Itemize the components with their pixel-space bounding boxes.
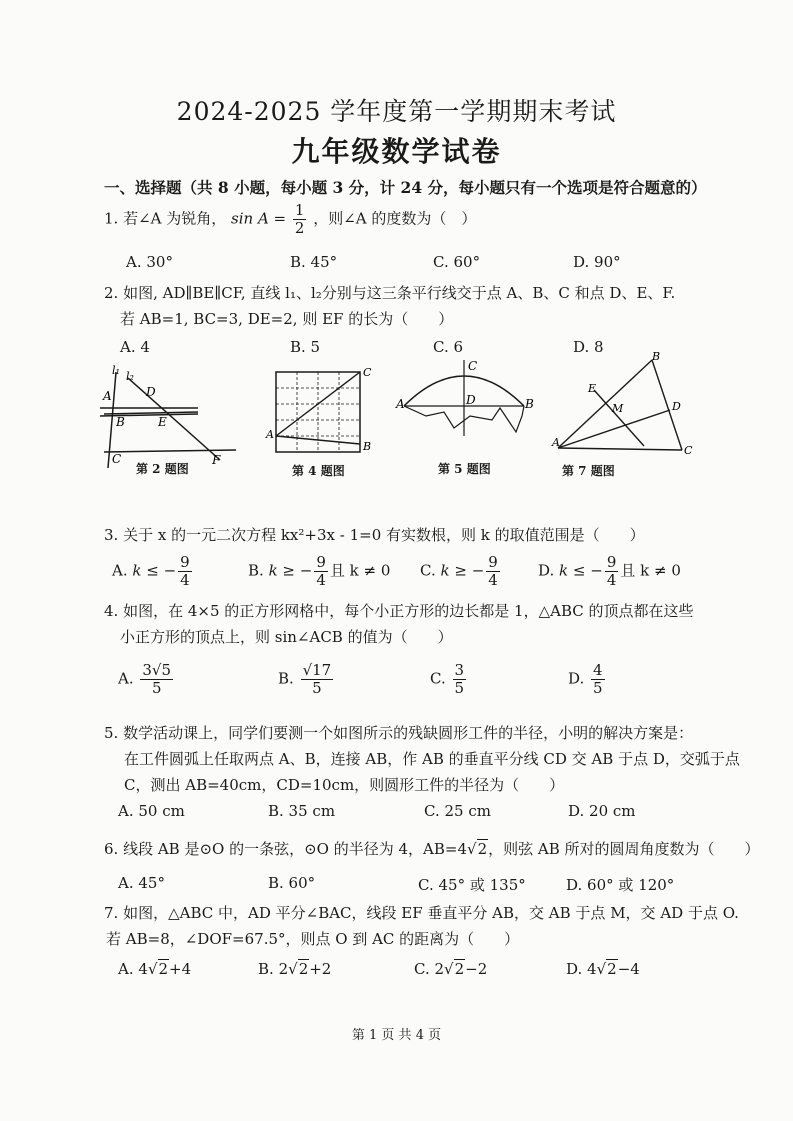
exam-subtitle: 九年级数学试卷 bbox=[291, 135, 502, 168]
q7-option-b: B. 2√2+2 bbox=[258, 960, 332, 978]
svg-text:C: C bbox=[684, 444, 693, 457]
svg-text:D: D bbox=[146, 385, 156, 399]
svg-text:l₂: l₂ bbox=[126, 370, 134, 383]
svg-text:C: C bbox=[112, 452, 122, 466]
question-5-line-2: 在工件圆弧上任取两点 A、B，连接 AB，作 AB 的垂直平分线 CD 交 AB 于点 D，交弧于点 bbox=[124, 750, 740, 768]
svg-text:l₁: l₁ bbox=[112, 364, 120, 377]
q5-option-c: C. 25 cm bbox=[424, 802, 491, 820]
figure-q5-broken-circle bbox=[396, 356, 532, 456]
q6-option-c: C. 45° 或 135° bbox=[418, 876, 526, 894]
q3-option-a: A. k ≤ − $\frac{9}{4}$ bbox=[112, 553, 190, 589]
q1-option-b: B. 45° bbox=[290, 253, 338, 271]
q6-option-b: B. 60° bbox=[268, 874, 316, 892]
svg-text:F: F bbox=[212, 453, 221, 467]
q7-option-a: A. 4√2+4 bbox=[118, 960, 192, 978]
question-2-line-2: 若 AB=1, BC=3, DE=2, 则 EF 的长为（ ） bbox=[120, 310, 454, 328]
svg-text:A: A bbox=[266, 428, 274, 441]
question-2-line-1: 2. 如图, AD∥BE∥CF, 直线 l₁、l₂分别与这三条平行线交于点 A、B、C 和点 D、E、F. bbox=[104, 284, 676, 302]
svg-text:B: B bbox=[525, 397, 534, 411]
q5-option-a: A. 50 cm bbox=[118, 802, 185, 820]
svg-text:A: A bbox=[103, 389, 112, 403]
svg-text:B: B bbox=[363, 440, 372, 453]
page-footer: 第 1 页 共 4 页 bbox=[351, 1028, 442, 1043]
question-6: 6. 线段 AB 是⊙O 的一条弦，⊙O 的半径为 4，AB=4√2，则弦 AB 所对的圆周角度数为（ ） bbox=[104, 840, 760, 858]
section-1-heading: 一、选择题（共 8 小题，每小题 3 分，计 24 分，每小题只有一个选项是符合题意的） bbox=[104, 178, 707, 197]
svg-text:A: A bbox=[552, 436, 560, 449]
q2-option-b: B. 5 bbox=[290, 338, 321, 356]
q5-option-b: B. 35 cm bbox=[268, 802, 336, 820]
q3-option-d: D. k ≤ − $\frac{9}{4}$ 且 k ≠ 0 bbox=[538, 553, 681, 589]
caption-figure-2: 第 2 题图 bbox=[136, 462, 189, 476]
q1-option-a: A. 30° bbox=[126, 253, 173, 271]
question-3: 3. 关于 x 的一元二次方程 kx²+3x - 1=0 有实数根，则 k 的取值范围是（ ） bbox=[104, 526, 645, 544]
q7-option-c: C. 2√2−2 bbox=[414, 960, 488, 978]
svg-text:E: E bbox=[588, 382, 597, 395]
question-5-line-1: 5. 数学活动课上，同学们要测一个如图所示的残缺圆形工件的半径，小明的解决方案是： bbox=[104, 724, 694, 742]
svg-text:E: E bbox=[158, 415, 167, 429]
svg-text:C: C bbox=[468, 359, 478, 373]
svg-text:B: B bbox=[116, 415, 125, 429]
caption-figure-5: 第 5 题图 bbox=[438, 462, 491, 476]
svg-text:C: C bbox=[363, 366, 372, 379]
question-4-line-2: 小正方形的顶点上，则 sin∠ACB 的值为（ ） bbox=[120, 628, 453, 646]
q6-option-d: D. 60° 或 120° bbox=[566, 876, 675, 894]
q2-option-c: C. 6 bbox=[433, 338, 464, 356]
svg-text:D: D bbox=[466, 393, 476, 407]
question-7-line-1: 7. 如图，△ABC 中，AD 平分∠BAC，线段 EF 垂直平分 AB，交 AB 于点 M，交 AD 于点 O. bbox=[104, 904, 739, 922]
caption-figure-4: 第 4 题图 bbox=[292, 464, 345, 478]
svg-text:M: M bbox=[612, 402, 624, 415]
q1-option-c: C. 60° bbox=[433, 253, 481, 271]
q4-option-c: C. $\frac{3}{5}$ bbox=[430, 661, 465, 697]
q2-option-d: D. 8 bbox=[573, 338, 604, 356]
q7-option-d: D. 4√2−4 bbox=[566, 960, 640, 978]
q4-option-d: D. $\frac{4}{5}$ bbox=[568, 661, 603, 697]
q1-option-d: D. 90° bbox=[573, 253, 621, 271]
exam-title: 2024-2025 学年度第一学期期末考试 bbox=[176, 97, 617, 126]
svg-text:D: D bbox=[672, 400, 681, 413]
q6-option-a: A. 45° bbox=[118, 874, 165, 892]
q3-option-b: B. k ≥ − $\frac{9}{4}$ 且 k ≠ 0 bbox=[248, 553, 391, 589]
question-4-line-1: 4. 如图，在 4×5 的正方形网格中，每个小正方形的边长都是 1，△ABC 的顶点都在这些 bbox=[104, 602, 694, 620]
q5-option-d: D. 20 cm bbox=[568, 802, 636, 820]
caption-figure-7: 第 7 题图 bbox=[562, 464, 615, 478]
question-5-line-3: C，测出 AB=40cm，CD=10cm，则圆形工件的半径为（ ） bbox=[124, 776, 565, 794]
figure-q4-grid bbox=[264, 364, 374, 464]
question-1: 1. 若∠A 为锐角， sin A = $\frac{1}{2}$ ，则∠A 的度数为（ ） bbox=[104, 201, 477, 237]
svg-text:A: A bbox=[396, 397, 405, 411]
figure-q7-triangle bbox=[552, 350, 702, 460]
question-7-line-2: 若 AB=8，∠DOF=67.5°，则点 O 到 AC 的距离为（ ） bbox=[106, 930, 520, 948]
figure-q2-parallel-lines bbox=[98, 364, 248, 474]
q4-option-a: A. $\frac{3√5}{5}$ bbox=[118, 661, 172, 697]
q1-fraction: $\frac{1}{2}$ bbox=[294, 201, 305, 237]
svg-text:B: B bbox=[652, 350, 661, 363]
q2-option-a: A. 4 bbox=[120, 338, 150, 356]
q3-option-c: C. k ≥ − $\frac{9}{4}$ bbox=[420, 553, 498, 589]
q4-option-b: B. $\frac{√17}{5}$ bbox=[278, 661, 332, 697]
